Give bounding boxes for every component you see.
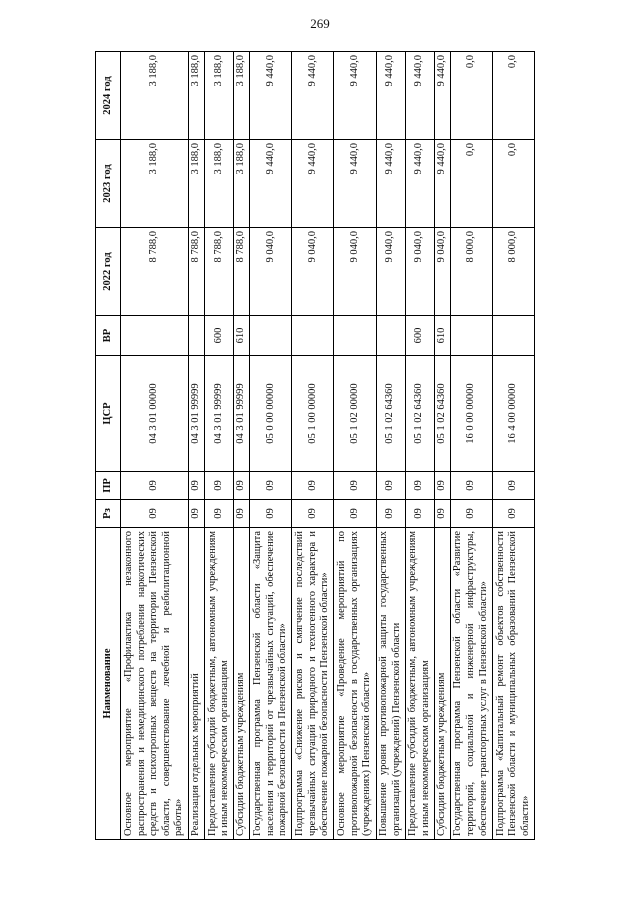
row-csr: 05 1 02 64360 [434,356,450,472]
row-2022: 8 788,0 [189,228,205,316]
table-row [121,52,189,840]
rotated-table-area [95,52,535,840]
table-row [234,52,250,840]
table-row [376,52,405,840]
row-rz: 09 [205,500,234,528]
row-vr [334,316,376,356]
header-vr: ВР [96,316,121,356]
row-2022: 8 788,0 [205,228,234,316]
row-name: Подпрограмма «Капитальный ремонт объектов собственности Пензенской области и муниципальных образований Пензенской области» [492,528,534,840]
table-row [334,52,376,840]
row-vr [376,316,405,356]
row-pr: 09 [121,472,189,500]
row-2024: 3 188,0 [205,52,234,140]
row-pr: 09 [234,472,250,500]
row-rz: 09 [292,500,334,528]
header-pr: ПР [96,472,121,500]
budget-table [95,51,535,840]
row-2024: 3 188,0 [189,52,205,140]
row-name: Подпрограмма «Снижение рисков и смягчение последствий чрезвычайных ситуаций природного и техногенного характера и обеспечение пожарной безопасности Пензенской области» [292,528,334,840]
header-csr: ЦСР [96,356,121,472]
row-name: Основное мероприятие «Профилактика незаконного распространения и немедицинского потребления наркотических средств и психотропных веществ на территории Пензенской области, совершенствование лечебной и реабилитационной работы» [121,528,189,840]
row-2024: 9 440,0 [405,52,434,140]
row-2022: 8 788,0 [234,228,250,316]
row-rz: 09 [434,500,450,528]
table-row [250,52,292,840]
row-pr: 09 [376,472,405,500]
row-2024: 9 440,0 [434,52,450,140]
table-row [450,52,492,840]
row-vr [250,316,292,356]
row-pr: 09 [250,472,292,500]
row-csr: 04 3 01 99999 [205,356,234,472]
row-pr: 09 [492,472,534,500]
row-vr: 610 [434,316,450,356]
row-vr [121,316,189,356]
table-row [205,52,234,840]
row-name: Основное мероприятие «Проведение мероприятий по противопожарной безопасности в государственных организациях (учреждениях) Пензенской области» [334,528,376,840]
row-csr: 05 0 00 00000 [250,356,292,472]
row-2023: 3 188,0 [205,140,234,228]
row-pr: 09 [450,472,492,500]
table-row [492,52,534,840]
row-2023: 3 188,0 [189,140,205,228]
row-2022: 9 040,0 [292,228,334,316]
row-csr: 04 3 01 99999 [189,356,205,472]
row-rz: 09 [492,500,534,528]
row-rz: 09 [121,500,189,528]
row-name: Государственная программа Пензенской области «Защита населения и территорий от чрезвычайных ситуаций, обеспечение пожарной безопасности в Пензенской области» [250,528,292,840]
row-2024: 9 440,0 [250,52,292,140]
header-2023: 2023 год [96,140,121,228]
page-number: 269 [310,16,330,31]
row-2022: 9 040,0 [334,228,376,316]
row-vr [292,316,334,356]
table-row [189,52,205,840]
row-csr: 05 1 00 00000 [292,356,334,472]
row-vr: 600 [205,316,234,356]
table-row [405,52,434,840]
row-pr: 09 [405,472,434,500]
row-name: Предоставление субсидий бюджетным, автономным учреждениям и иным некоммерческим организациям [405,528,434,840]
row-csr: 05 1 02 00000 [334,356,376,472]
row-2023: 0,0 [492,140,534,228]
row-name: Повышение уровня противопожарной защиты государственных организаций (учреждений) Пензенской области [376,528,405,840]
row-csr: 16 0 00 00000 [450,356,492,472]
row-rz: 09 [376,500,405,528]
row-vr: 610 [234,316,250,356]
row-name: Государственная программа Пензенской области «Развитие территорий, социальной и инженерной инфраструктуры, обеспечение транспортных услуг в Пензенской области» [450,528,492,840]
row-2023: 9 440,0 [292,140,334,228]
row-csr: 16 4 00 00000 [492,356,534,472]
row-rz: 09 [189,500,205,528]
row-2022: 8 000,0 [450,228,492,316]
row-2024: 9 440,0 [292,52,334,140]
row-name: Субсидии бюджетным учреждениям [234,528,250,840]
table-row [292,52,334,840]
table-wrapper [95,52,535,840]
row-csr: 04 3 01 99999 [234,356,250,472]
row-name: Предоставление субсидий бюджетным, автономным учреждениям и иным некоммерческим организациям [205,528,234,840]
row-vr: 600 [405,316,434,356]
row-pr: 09 [292,472,334,500]
row-2024: 0,0 [450,52,492,140]
row-csr: 05 1 02 64360 [405,356,434,472]
row-csr: 04 3 01 00000 [121,356,189,472]
row-2023: 3 188,0 [234,140,250,228]
row-2024: 3 188,0 [121,52,189,140]
row-csr: 05 1 02 64360 [376,356,405,472]
row-2022: 9 040,0 [250,228,292,316]
row-name: Субсидии бюджетным учреждениям [434,528,450,840]
row-2024: 0,0 [492,52,534,140]
row-vr [492,316,534,356]
row-vr [450,316,492,356]
row-2023: 0,0 [450,140,492,228]
header-row [96,52,121,840]
row-2022: 9 040,0 [405,228,434,316]
row-rz: 09 [405,500,434,528]
row-2022: 8 000,0 [492,228,534,316]
header-2022: 2022 год [96,228,121,316]
row-vr [189,316,205,356]
row-2024: 3 188,0 [234,52,250,140]
row-2022: 9 040,0 [434,228,450,316]
row-rz: 09 [250,500,292,528]
header-name: Наименование [96,528,121,840]
row-2022: 9 040,0 [376,228,405,316]
row-pr: 09 [434,472,450,500]
row-2023: 3 188,0 [121,140,189,228]
row-2023: 9 440,0 [434,140,450,228]
row-rz: 09 [334,500,376,528]
row-rz: 09 [450,500,492,528]
row-2023: 9 440,0 [334,140,376,228]
row-2023: 9 440,0 [405,140,434,228]
row-pr: 09 [205,472,234,500]
header-2024: 2024 год [96,52,121,140]
row-pr: 09 [189,472,205,500]
row-pr: 09 [334,472,376,500]
header-rz: Рз [96,500,121,528]
row-name: Реализация отдельных мероприятий [189,528,205,840]
row-2024: 9 440,0 [334,52,376,140]
row-2023: 9 440,0 [376,140,405,228]
row-2023: 9 440,0 [250,140,292,228]
row-rz: 09 [234,500,250,528]
row-2022: 8 788,0 [121,228,189,316]
table-row [434,52,450,840]
row-2024: 9 440,0 [376,52,405,140]
